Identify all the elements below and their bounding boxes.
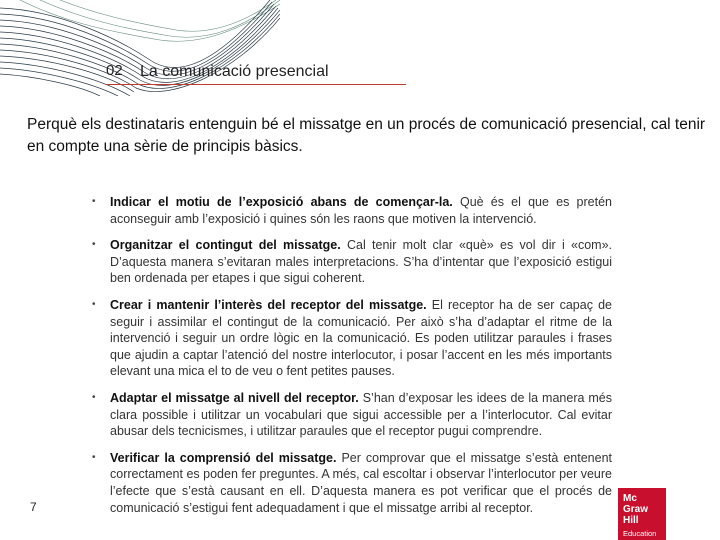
principle-title: Organitzar el contingut del missatge. — [110, 238, 341, 253]
principle-title: Verificar la comprensió del missatge. — [110, 450, 337, 465]
bullet-icon: • — [92, 391, 96, 403]
principle-text: Cal tenir molt clar «què» es vol dir i «com». D’aquesta manera s’evitaran males interpretacions. S’ha d’intentar que l’exposició estigui ben ordenada per etapes i que sigui coherent. — [110, 238, 612, 286]
logo-line-1: Mc — [623, 493, 637, 504]
chapter-number: 02 — [106, 62, 123, 79]
chapter-header — [106, 60, 406, 85]
bullet-icon: • — [92, 239, 96, 251]
principle-text: S’han d’exposar les idees de la manera més clara possible i utilitzar un vocabulari que sigui accessible per a l’interlocutor. Cal evitar abusar dels tecnicismes, i utilitzar paraules que el receptor pugui comprendre. — [110, 390, 612, 439]
list-item — [92, 194, 612, 227]
principles-list — [92, 194, 612, 516]
list-item — [92, 450, 612, 516]
logo-line-3: Hill — [623, 515, 639, 526]
bullet-icon: • — [92, 451, 96, 463]
principle-title: Crear i mantenir l’interès del receptor del missatge. — [110, 297, 427, 312]
logo-line-4: Education — [623, 529, 657, 538]
principle-text: Per comprovar que el missatge s’està entenent correctament es poden fer preguntes. A més, cal escoltar i observar l’interlocutor per veure l’efecte que s’està causant en ell. D’aquesta manera es pot verificar que el procés de comunicació s’estigui fent adequadament i que el missatge arribi al receptor. — [110, 450, 612, 515]
chapter-title: La comunicació presencial — [140, 63, 329, 80]
mcgraw-hill-logo — [618, 488, 666, 540]
principle-title: Adaptar el missatge al nivell del receptor. — [110, 390, 359, 405]
principle-text: El receptor ha de ser capaç de seguir i assimilar el contingut de la comunicació. Per això s’ha d’adaptar el ritme de la intervenció i seguir un ordre lògic en la comunicació. Es poden utilitzar paraules i frases que ajudin a captar l’atenció del nostre interlocutor, i posar l’accent en les més importants elevant una mica el to de veu o fent petites pauses. — [110, 297, 612, 379]
principle-title: Indicar el motiu de l’exposició abans de començar-la. — [110, 195, 453, 209]
principle-text: Què és el que es pretén aconseguir amb l’exposició i quines són les raons que motiven la intervenció. — [110, 195, 612, 226]
list-item — [92, 390, 612, 440]
bullet-icon: • — [92, 196, 96, 207]
page-number: 7 — [30, 500, 37, 514]
list-item — [92, 237, 612, 287]
bullet-icon: • — [92, 298, 96, 310]
logo-line-2: Graw — [623, 504, 649, 515]
list-item — [92, 297, 612, 380]
intro-paragraph: Perquè els destinataris entenguin bé el missatge en un procés de comunicació presencial, cal tenir en compte una sèrie de principis bàsics. — [27, 116, 706, 155]
